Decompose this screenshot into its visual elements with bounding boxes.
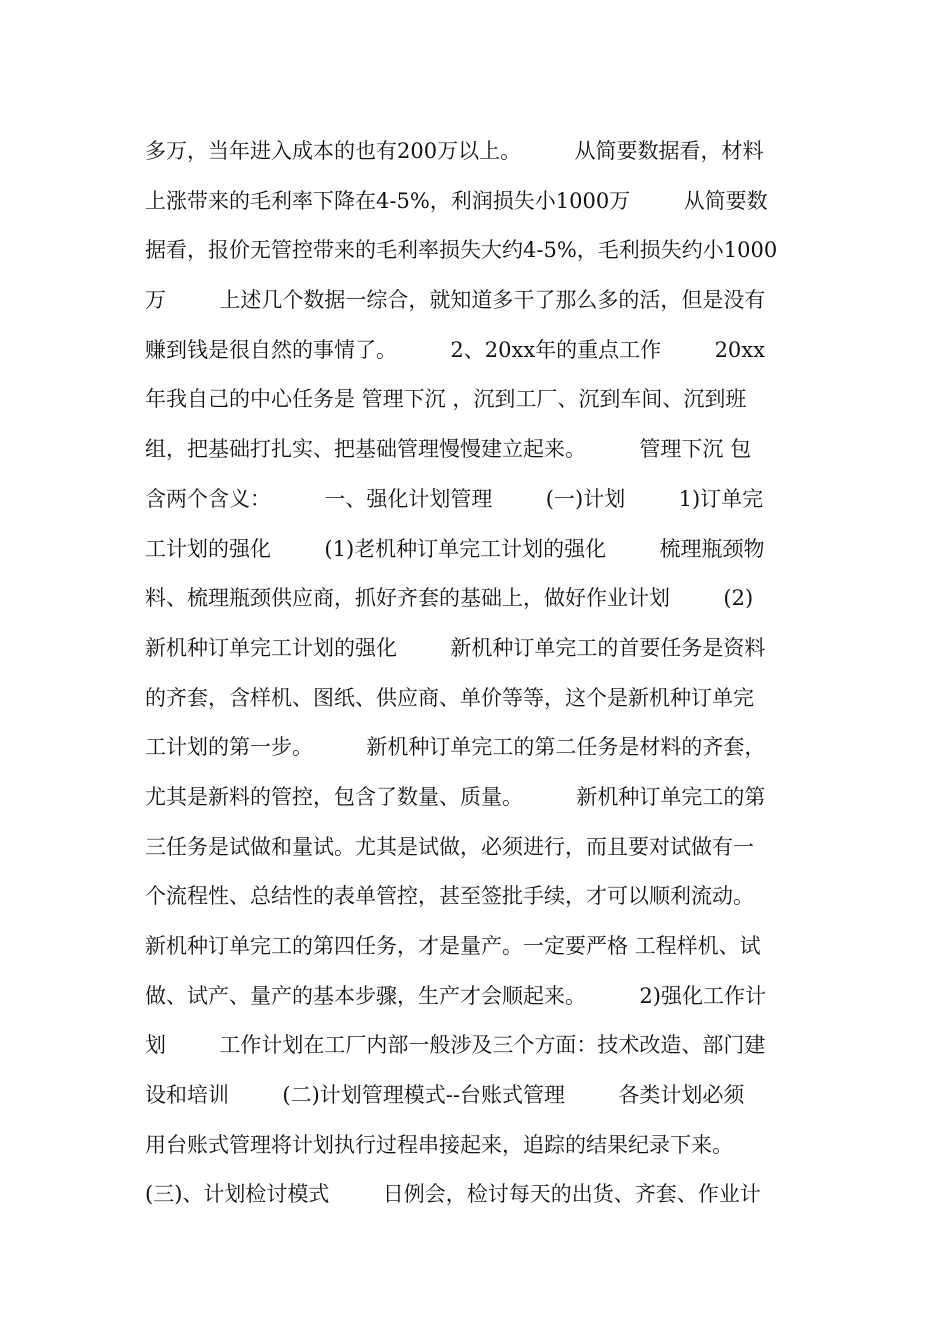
text-line: 的齐套，含样机、图纸、供应商、单价等等，这个是新机种订单完 <box>145 685 754 710</box>
text-line: 个流程性、总结性的表单管控，甚至签批手续，才可以顺利流动。 <box>145 884 754 909</box>
text-line: 划 工作计划在工厂内部一般涉及三个方面：技术改造、部门建 <box>145 1033 766 1058</box>
text-line: 新机种订单完工的第四任务，才是量产。一定要严格 工程样机、试 <box>145 934 761 958</box>
text-line: 用台账式管理将计划执行过程串接起来，追踪的结果纪录下来。 <box>145 1132 733 1157</box>
text-line: 组，把基础打扎实、把基础管理慢慢建立起来。 管理下沉 包 <box>145 437 752 462</box>
text-line: 尤其是新料的管控，包含了数量、质量。 新机种订单完工的第 <box>145 784 766 809</box>
text-line: 设和培训 (二)计划管理模式--台账式管理 各类计划必须 <box>145 1083 745 1108</box>
text-line: 三任务是试做和量试。尤其是试做，必须进行，而且要对试做有一 <box>145 834 754 859</box>
text-line: (三)、计划检讨模式 日例会，检讨每天的出货、齐套、作业计 <box>145 1182 761 1207</box>
text-line: 工计划的强化 (1)老机种订单完工计划的强化 梳理瓶颈物 <box>145 536 765 561</box>
text-line: 赚到钱是很自然的事情了。 2、20xx年的重点工作 20xx <box>145 337 765 362</box>
text-line: 万 上述几个数据一综合，就知道多干了那么多的活，但是没有 <box>145 288 766 313</box>
text-line: 新机种订单完工计划的强化 新机种订单完工的首要任务是资料 <box>145 635 766 660</box>
text-line: 做、试产、量产的基本步骤，生产才会顺起来。 2)强化工作计 <box>145 983 766 1008</box>
text-line: 据看，报价无管控带来的毛利率损失大约4-5%，毛利损失约小1000 <box>145 238 778 263</box>
body-text <box>145 127 815 1220</box>
text-line: 料、梳理瓶颈供应商，抓好齐套的基础上，做好作业计划 (2) <box>145 586 754 611</box>
text-line: 多万，当年进入成本的也有200万以上。 从简要数据看，材料 <box>145 139 764 163</box>
text-line: 年我自己的中心任务是 管理下沉 ，沉到工厂、沉到车间、沉到班 <box>145 387 747 412</box>
text-line: 工计划的第一步。 新机种订单完工的第二任务是材料的齐套， <box>145 735 766 760</box>
text-line: 上涨带来的毛利率下降在4-5%，利润损失小1000万 从简要数 <box>145 188 768 213</box>
text-line: 含两个含义： 一、强化计划管理 (一)计划 1)订单完 <box>145 486 764 511</box>
